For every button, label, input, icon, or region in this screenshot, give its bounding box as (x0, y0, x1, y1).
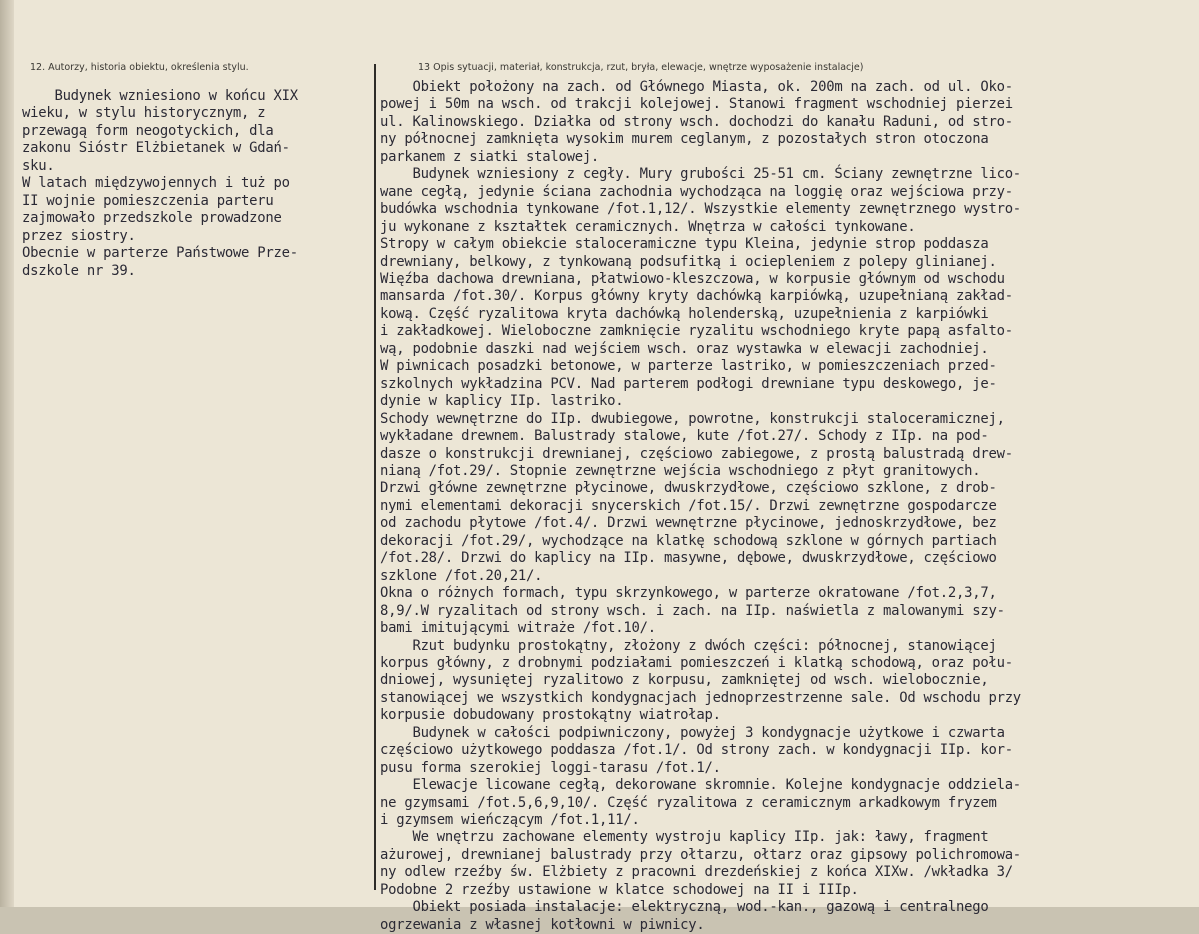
page-edge-shadow (0, 0, 14, 907)
section-12-header: 12. Autorzy, historia obiektu, określenia stylu. (30, 62, 249, 73)
history-text: Budynek wzniesiono w końcu XIX wieku, w stylu historycznym, z przewagą form neogotyckich, dla zakonu Sióstr Elżbietanek w Gdań- sku. W latach międzywojennych i tuż po II wojnie pomieszczenia parteru zajmowało przedszkole prowadzone przez siostry. Obecnie w parterze Państwowe Prze- dszkole nr 39. (22, 88, 298, 279)
column-divider (374, 64, 376, 890)
section-13-header: 13 Opis sytuacji, materiał, konstrukcja, rzut, bryła, elewacje, wnętrze wyposażenie instalacje) (418, 62, 864, 73)
description-text: Obiekt położony na zach. od Głównego Miasta, ok. 200m na zach. od ul. Oko- powej i 50m na wsch. od trakcji kolejowej. Stanowi fragment wschodniej pierzei ul. Kalinowskiego. Działka od strony wsch. dochodzi do kanału Raduni, od stro- ny północnej zamknięta wysokim murem ceglanym, z pozostałych stron otoczona parkanem z siatki stalowej. Budynek wzniesiony z cegły. Mury grubości 25-51 cm. Ściany zewnętrzne lico- wane cegłą, jedynie ściana zachodnia wychodząca na loggię oraz wejściowa przy- budówka wschodnia tynkowane /fot.1,12/. Wszystkie elementy zewnętrznego wystro- ju wykonane z kształtek ceramicznych. Wnętrza w całości tynkowane. Stropy w całym obiekcie staloceramiczne typu Kleina, jedynie strop poddasza drewniany, belkowy, z tynkowaną podsufitką i ociepleniem z polepy glinianej. Więźba dachowa drewniana, płatwiowo-kleszczowa, w korpusie głównym od wschodu mansarda /fot.30/. Korpus główny kryty dachówką karpiówką, uzupełnianą zakład- kową. Część ryzalitowa kryta dachówką holenderską, uzupełnienia z karpiówki i zakładkowej. Wieloboczne zamknięcie ryzalitu wschodniego kryte papą asfalto- wą, podobnie daszki nad wejściem wsch. oraz wystawka w elewacji zachodniej. W piwnicach posadzki betonowe, w parterze lastriko, w pomieszczeniach przed- szkolnych wykładzina PCV. Nad parterem podłogi drewniane typu deskowego, je- dynie w kaplicy IIp. lastriko. Schody wewnętrzne do IIp. dwubiegowe, powrotne, konstrukcji staloceramicznej, wykładane drewnem. Balustrady stalowe, kute /fot.27/. Schody z IIp. na pod- dasze o konstrukcji drewnianej, częściowo zabiegowe, z prostą balustradą drew- nianą /fot.29/. Stopnie zewnętrzne wejścia wschodniego z płyt granitowych. Drzwi główne zewnętrzne płycinowe, dwuskrzydłowe, częściowo szklone, z drob- nymi elementami dekoracji snycerskich /fot.15/. Drzwi zewnętrzne gospodarcze od zachodu płytowe /fot.4/. Drzwi wewnętrzne płycinowe, jednoskrzydłowe, bez dekoracji /fot.29/, wychodzące na klatkę schodową szklone w górnych partiach /fot.28/. Drzwi do kaplicy na IIp. masywne, dębowe, dwuskrzydłowe, częściowo szklone /fot.20,21/. Okna o różnych formach, typu skrzynkowego, w parterze okratowane /fot.2,3,7, 8,9/.W ryzalitach od strony wsch. i zach. na IIp. naświetla z malowanymi szy- bami imitującymi witraże /fot.10/. Rzut budynku prostokątny, złożony z dwóch części: północnej, stanowiącej korpus główny, z drobnymi podziałami pomieszczeń i klatką schodową, oraz połu- dniowej, wysuniętej ryzalitowo z korpusu, zamkniętej od wsch. wielobocznie, stanowiącej we wszystkich kondygnacjach jednoprzestrzenne sale. Od wschodu przy korpusie dobudowany prostokątny wiatrołap. Budynek w całości podpiwniczony, powyżej 3 kondygnacje użytkowe i czwarta częściowo użytkowego poddasza /fot.1/. Od strony zach. w kondygnacji IIp. kor- pusu forma szerokiej loggi-tarasu /fot.1/. Elewacje licowane cegłą, dekorowane skromnie. Kolejne kondygnacje oddziela- ne gzymsami /fot.5,6,9,10/. Część ryzalitowa z ceramicznym arkadkowym fryzem i gzymsem wieńczącym /fot.1,11/. We wnętrzu zachowane elementy wystroju kaplicy IIp. jak: ławy, fragment ażurowej, drewnianej balustrady przy ołtarzu, ołtarz oraz gipsowy polichromowa- ny odlew rzeźby św. Elżbiety z pracowni drezdeńskiej z końca XIXw. /wkładka 3/ Podobne 2 rzeźby ustawione w klatce schodowej na II i IIIp. Obiekt posiada instalacje: elektryczną, wod.-kan., gazową i centralnego ogrzewania z własnej kotłowni w piwnicy. (380, 79, 1021, 933)
